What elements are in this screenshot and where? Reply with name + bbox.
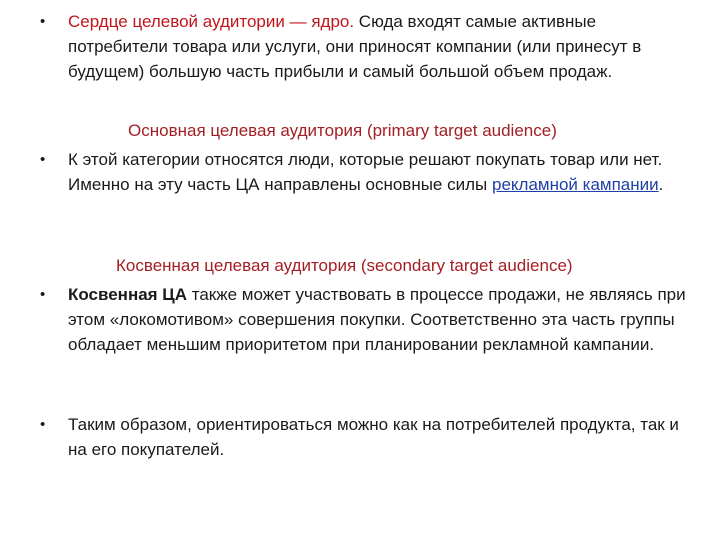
ad-campaign-link[interactable]: рекламной кампании	[491, 175, 659, 194]
bullet-core-audience	[30, 9, 690, 84]
bullet-primary-audience	[30, 147, 690, 197]
core-audience-rest: Сюда входят самые активные потребители товара или услуги, они приносят компании (или принесут в будущем) большую часть прибыли и самый большой объем продаж.	[68, 12, 642, 81]
primary-audience-text-end: .	[658, 175, 664, 194]
bullet-icon: •	[40, 13, 46, 30]
bullet-conclusion	[30, 412, 690, 462]
bullet-icon: •	[40, 416, 46, 433]
secondary-audience-lead: Косвенная ЦА	[68, 285, 187, 304]
bullet-icon: •	[40, 286, 46, 303]
bullet-text	[68, 282, 690, 357]
conclusion-text: Таким образом, ориентироваться можно как на потребителей продукта, так и на его покупателей.	[68, 415, 679, 459]
bullet-text	[68, 9, 690, 84]
primary-audience-text: К этой категории относятся люди, которые решают покупать товар или нет. Именно на эту часть ЦА направлены основные силы	[68, 150, 663, 194]
primary-audience-heading: Основная целевая аудитория (primary target audience)	[128, 121, 557, 140]
secondary-audience-rest: также может участвовать в процессе продажи, не являясь при этом «локомотивом» совершения покупки. Соответственно эта часть группы обладает меньшим приоритетом при планировании рекламной кампании.	[68, 285, 686, 354]
core-audience-lead: Сердце целевой аудитории — ядро.	[68, 12, 355, 31]
bullet-text	[68, 147, 690, 197]
bullet-icon: •	[40, 151, 46, 168]
bullet-secondary-audience	[30, 282, 690, 357]
secondary-audience-heading: Косвенная целевая аудитория (secondary target audience)	[116, 256, 573, 275]
